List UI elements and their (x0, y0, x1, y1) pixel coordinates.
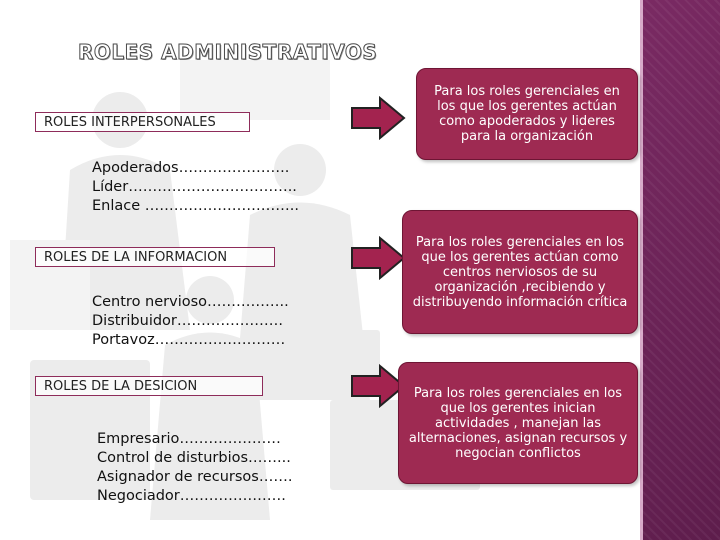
role-item: Portavoz……………………… (92, 332, 286, 348)
role-item: Negociador…………………. (97, 488, 286, 504)
role-item: Empresario………………… (97, 431, 281, 447)
right-arrow-icon (350, 236, 406, 280)
role-list-interpersonales (92, 159, 299, 216)
category-box-informacion: ROLES DE LA INFORMACION (35, 247, 275, 267)
role-list-decision (97, 430, 292, 506)
right-arrow-icon (350, 96, 406, 140)
description-box-decision: Para los roles gerenciales en los que los gerentes inician actividades , manejan las alternaciones, asignan recursos y negocian conflictos (398, 362, 638, 484)
role-item: Apoderados………………….. (92, 160, 290, 176)
description-box-informacion: Para los roles gerenciales en los que los gerentes actúan como centros nerviosos de su organización ,recibiendo y distribuyendo información crítica (402, 210, 638, 334)
role-item: Control de disturbios……... (97, 450, 291, 466)
page-title: ROLES ADMINISTRATIVOS (78, 40, 378, 64)
role-list-informacion (92, 293, 289, 350)
role-item: Asignador de recursos……. (97, 469, 293, 485)
role-item: Centro nervioso…………….. (92, 294, 289, 310)
category-box-decision: ROLES DE LA DESICION (35, 376, 263, 396)
role-item: Distribuidor…………………. (92, 313, 283, 329)
decorative-side-band (640, 0, 720, 540)
role-item: Enlace ………………………….. (92, 198, 299, 214)
description-box-interpersonales: Para los roles gerenciales en los que los gerentes actúan como apoderados y lideres para la organización (416, 68, 638, 160)
role-item: Líder…………………………….. (92, 179, 297, 195)
category-box-interpersonales: ROLES INTERPERSONALES (35, 112, 250, 132)
